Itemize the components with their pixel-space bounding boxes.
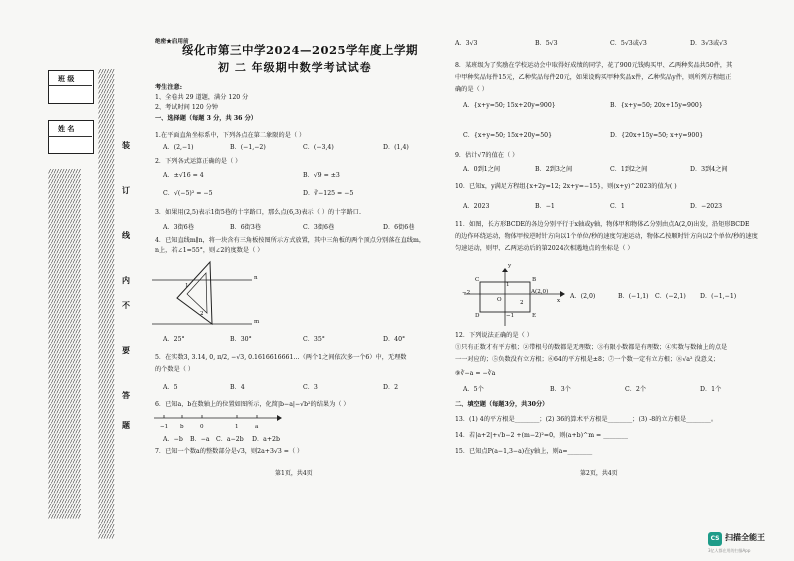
option: A．{x+y=50; 15x+20y=900} [463, 102, 556, 109]
binding-char-2: 订 [122, 186, 130, 195]
question-stem: 2．下列各式运算正确的是（ ） [155, 158, 242, 165]
question-stem: 7．已知一个数a的整数部分是√3，则2a+3√3 =（ ） [155, 448, 304, 455]
option: A．(2,0) [570, 293, 596, 300]
option: B．−a [190, 436, 210, 443]
option: C．(−2,1) [655, 293, 686, 300]
option: B．2到3之间 [535, 166, 573, 173]
option: A．5个 [463, 386, 484, 393]
question-stem-cont: 一一对应的；⑤负数没有立方根；⑥64的平方根是±8；⑦一个数一定有立方根；⑧√a² 没意义； [455, 356, 720, 363]
option: D．(1,4) [383, 144, 409, 151]
option: A．(2,−1) [163, 144, 194, 151]
binding-char-3: 线 [122, 231, 130, 240]
label-n: n [254, 275, 258, 281]
option: B．4 [230, 384, 245, 391]
binding-char-1: 装 [122, 141, 130, 150]
option: C．{x+y=50; 15x+20y=50} [463, 132, 553, 139]
fill-question: 13．(1) 4的平方根是________；(2) 36的算术平方根是________；(3) -8的立方根是________。 [455, 416, 718, 423]
option: D．a+2b [252, 436, 280, 443]
point-o: O [497, 297, 502, 303]
point-e: E [532, 313, 537, 319]
question-stem-cont: 确的是（ ） [455, 86, 488, 93]
option: B．(−1,−2) [230, 144, 266, 151]
option: A．5 [163, 384, 178, 391]
option: A．25° [163, 336, 185, 343]
tick-label: a [255, 424, 259, 430]
point-a: A(2,0) [531, 289, 549, 295]
tick-p2: 2 [520, 300, 524, 306]
note-item: 1、全卷共 29 道题，满分 120 分 [155, 94, 249, 101]
question-stem: 3．如果用(2,5)表示1街5巷的十字路口，那么点(6,3)表示（ ）的十字路口. [155, 209, 361, 216]
option: C．1到2之间 [610, 166, 648, 173]
name-divider [48, 136, 92, 137]
binding-char-5: 不 [122, 301, 130, 310]
option: C．3街6巷 [303, 224, 335, 231]
scanner-logo [708, 530, 788, 556]
option: D．−2023 [690, 203, 723, 210]
fill-question: 15．已知点P(a−1,3−a)在y轴上，则a=________ [455, 448, 593, 455]
question-stem-cont: n上，若∠1=55°，则∠2的度数是（ ） [155, 247, 264, 254]
option: D．(−1,−1) [700, 293, 737, 300]
page-subtitle: 初 二 年级期中数学考试试卷 [218, 61, 372, 74]
question-stem: 5．在实数3, 3.14, 0, π/2, −√3, 0.1616616661…（两个1之间依次多一个6）中，无理数 [155, 354, 407, 361]
option: D．{20x+15y=50; x+y=900} [610, 132, 704, 139]
option: C．5√3或√3 [610, 40, 647, 47]
tick-label: 0 [200, 424, 204, 430]
angle-2: 2 [200, 311, 204, 317]
fill-question: 14．若|a+2|+√b−2 +(m−2)²=0，则(a+b)^m = ________ [455, 432, 628, 439]
option: A．3√3 [455, 40, 478, 47]
question-stem-cont: ⑨∛−a = −∛a [455, 370, 496, 377]
question-stem-cont: 的边作环绕运动，物体甲按逆时针方向以1个单位/秒的速度匀速运动，物体乙按顺时针方向以2个单位/秒的速度 [455, 233, 758, 240]
section-heading: 二、填空题（每题3分，共30分） [455, 401, 549, 408]
point-d: D [475, 313, 480, 319]
tick-label: b [180, 424, 184, 430]
option: D．40° [383, 336, 406, 343]
label-m: m [254, 319, 260, 325]
option: D．2 [383, 384, 399, 391]
option: D．∛−125 = −5 [303, 190, 354, 197]
option: B．6街3巷 [230, 224, 261, 231]
binding-char-4: 内 [122, 276, 130, 285]
point-c: C [475, 277, 480, 283]
angle-1: 1 [185, 283, 189, 289]
option: D．3到4之间 [690, 166, 728, 173]
page-title: 绥化市第三中学2024—2025学年度上学期 [182, 43, 419, 57]
scanner-sub: 3亿人都在用的扫描App [708, 548, 751, 553]
question-stem: 9．估计√7的值在（ ） [455, 152, 519, 159]
class-divider [48, 85, 92, 86]
option: B．√9 = ±3 [303, 172, 340, 179]
question-stem: 11．如图，长方形BCDE的各边分别平行于x轴或y轴，物体甲和物体乙分别由点A(2,0)出发，沿矩形BCDE [455, 221, 750, 228]
note-item: 2、考试时间 120 分钟 [155, 104, 218, 111]
option: B．(−1,1) [618, 293, 649, 300]
tick-label: −1 [160, 424, 169, 430]
section-heading: 一、选择题（每题 3 分，共 36 分） [155, 115, 257, 122]
binding-char-8: 题 [122, 421, 130, 430]
question-stem-cont: 的个数是（ ） [155, 366, 195, 373]
binding-margin [48, 70, 128, 540]
question-stem: 8．某班级为了奖励在学校运动会中取得好成绩的同学，花了900元钱购买甲、乙两种奖品共50件，其 [455, 62, 733, 69]
binding-slashes: //////////// //////////// //////////// //////////// //////////// //////////// //////////// //////////// //////////// //////////// //////////// //////////// //////////// //////////// //////////// //////////// //////////// //////////// //////////// //////////// //////////// //////////// //////////// //////////// //////////// //////////// //////////// //////////// //////////// //////////// //////////// //////////// //////////// //////////// //////////// //////////// //////////// //////////// //////////// //////////// //////////// //////////// //////////// //////////// //////////// //////////// //////////// //////////// //////////// //////////// //////////// //////////// //////////// //////////// //////////// //////////// //////////// //////////// //////////// //////////// //////////// //////////// //////////// //////////// //////////// //////////// //////////// //////////// //////////// //////////// [48, 169, 81, 520]
option: C．(−3,4) [303, 144, 334, 151]
option: B．3个 [550, 386, 571, 393]
binding-char-7: 答 [122, 391, 130, 400]
option: C．√(−5)² = −5 [163, 190, 213, 197]
option: C．a−2b [216, 436, 244, 443]
name-label: 姓 名 [58, 125, 75, 133]
point-b: B [532, 277, 537, 283]
option: B．30° [230, 336, 252, 343]
option: D．3√3或√3 [690, 40, 728, 47]
tick-n2: −2 [462, 290, 471, 296]
question-stem: 4．已知直线m∥n，将一块含有三角板按图所示方式放置，其中三角板的两个顶点分别落在直线m， [155, 237, 426, 244]
option: A．±√16 = 4 [163, 172, 204, 179]
question-stem: 6．已知a，b在数轴上的位置如图所示，化简|b−a|−√b²的结果为（ ） [155, 401, 350, 408]
corner-tag: 绝密★启用前 [155, 39, 189, 45]
option: D．6街6巷 [383, 224, 415, 231]
option: D．1个 [700, 386, 722, 393]
footer-left: 第1页，共4页 [275, 470, 313, 477]
question-stem-cont: 中甲种奖品每件15元，乙种奖品每件20元，如果设购买甲种奖品x件，乙种奖品y件，则所列方程组正 [455, 74, 732, 81]
tick-n1: −1 [506, 313, 515, 319]
binding-slashes-right: ////// ////// ////// ////// ////// ////// ////// ////// ////// ////// ////// ////// ////// ////// ////// ////// ////// ////// ////// ////// ////// ////// ////// ////// ////// ////// ////// ////// ////// ////// ////// ////// ////// ////// ////// ////// ////// ////// ////// ////// ////// ////// ////// ////// ////// ////// ////// ////// ////// ////// ////// ////// ////// ////// ////// ////// ////// ////// ////// ////// ////// ////// ////// ////// ////// ////// ////// ////// ////// ////// ////// ////// ////// ////// ////// ////// ////// ////// ////// ////// ////// ////// ////// ////// ////// ////// ////// ////// ////// ////// ////// ////// ////// ////// [98, 69, 115, 540]
option: B．5√3 [535, 40, 558, 47]
question-stem-cont: ①只有正数才有平方根；②带根号的数都是无理数；③有限小数都是有理数；④实数与数轴上的点是 [455, 344, 728, 351]
tick-label: 1 [235, 424, 239, 430]
scanner-name: 扫描全能王 [725, 533, 765, 542]
option: B．−1 [535, 203, 555, 210]
option: A．0到1之间 [463, 166, 501, 173]
option: C．3 [303, 384, 318, 391]
question-stem: 1.在平面直角坐标系中，下列各点在第二象限的是（ ） [155, 132, 306, 139]
option: B．{x+y=50; 20x+15y=900} [610, 102, 703, 109]
question-stem: 12．下列说法正确的是（ ） [455, 332, 533, 339]
axis-x: x [557, 298, 561, 304]
option: A．2023 [463, 203, 490, 210]
notes-heading: 考生注意: [155, 84, 183, 91]
option: C．1 [610, 203, 625, 210]
option: C．35° [303, 336, 325, 343]
triangle-figure [152, 258, 262, 333]
tick-p1: 1 [506, 282, 510, 288]
footer-right: 第2页，共4页 [580, 470, 618, 477]
question-stem: 10．已知x，y满足方程组{x+2y=12; 2x+y=−15}，则(x+y)^2023的值为( ) [455, 183, 677, 190]
question-stem-cont: 匀速运动，则甲、乙两运动后的第2024次相遇地点的坐标是（ ） [455, 245, 634, 252]
triangle-inner [187, 273, 207, 313]
option: A．3街6巷 [163, 224, 194, 231]
option: C．2个 [625, 386, 647, 393]
class-label: 班 级 [58, 75, 75, 83]
axis-y: y [508, 263, 512, 269]
binding-char-6: 要 [122, 346, 130, 355]
number-line [152, 412, 282, 424]
option: A．−b [163, 436, 183, 443]
cs-badge: CS [708, 532, 722, 546]
